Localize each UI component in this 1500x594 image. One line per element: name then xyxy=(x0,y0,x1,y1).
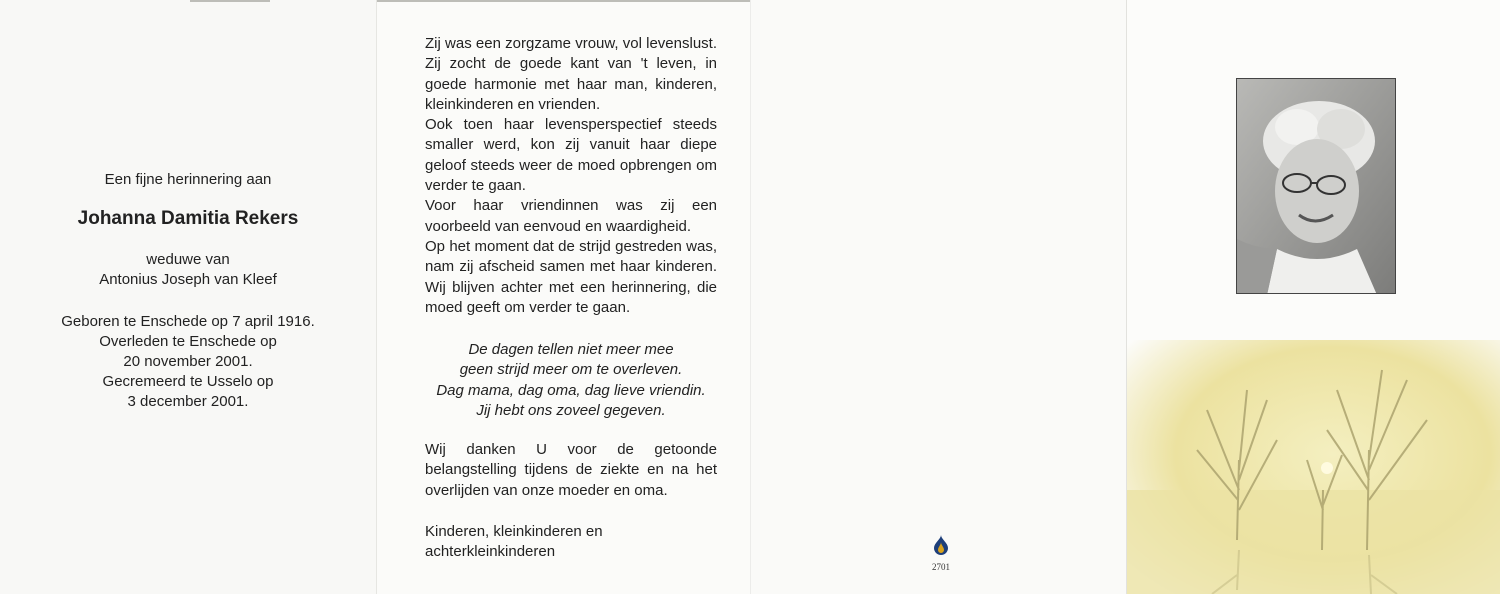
thanks-paragraph: Wij danken U voor de getoonde belangstelling tijdens de ziekte en na het overlijden van onze moeder en oma. xyxy=(425,441,717,499)
fold-edge xyxy=(190,0,270,2)
poem-line: geen strijd meer om te overleven. xyxy=(459,361,683,379)
death-line-1: Overleden te Enschede op xyxy=(99,333,277,350)
card-panel-text xyxy=(376,0,751,594)
deceased-name: Johanna Damitia Rekers xyxy=(77,208,299,229)
poem-line: Jij hebt ons zoveel gegeven. xyxy=(476,401,666,419)
portrait-image xyxy=(1237,79,1396,294)
birth-line: Geboren te Enschede op 7 april 1916. xyxy=(61,313,315,330)
memorial-paragraph-2: Ook toen haar levensperspectief steeds smaller werd, kon zij vanuit haar diepe geloof steeds weer de moed opbrengen om verder te gaan. xyxy=(425,116,717,195)
poem xyxy=(425,340,717,421)
signature-line-1: Kinderen, kleinkinderen en xyxy=(425,523,603,540)
card-panel-left xyxy=(0,0,376,594)
printer-code: 2701 xyxy=(932,562,950,572)
poem-line: De dagen tellen niet meer mee xyxy=(468,341,674,358)
printer-logo-icon xyxy=(929,534,953,558)
signature-line-2: achterkleinkinderen xyxy=(425,543,556,561)
intro-text: Een fijne herinnering aan xyxy=(104,171,272,188)
cremation-line-2: 3 december 2001. xyxy=(127,393,249,410)
fold-edge xyxy=(377,0,751,2)
spouse-name: Antonius Joseph van Kleef xyxy=(99,271,277,288)
card-panel-front xyxy=(1126,0,1500,594)
poem-line: Dag mama, dag oma, dag lieve vriendin. xyxy=(436,381,706,399)
widow-block xyxy=(0,250,376,290)
death-line-2: 20 november 2001. xyxy=(123,353,253,370)
memorial-paragraph-3: Voor haar vriendinnen was zij een voorbeeld van eenvoud en waardigheid. xyxy=(425,197,717,235)
memorial-paragraph-1: Zij was een zorgzame vrouw, vol levenslust. Zij zocht de goede kant van 't leven, in goede harmonie met haar man, kinderen, kleinkinderen en vrienden. xyxy=(425,35,717,113)
memorial-paragraphs xyxy=(425,34,717,318)
signature xyxy=(425,522,717,563)
dates-block xyxy=(0,312,376,412)
cremation-line-1: Gecremeerd te Usselo op xyxy=(102,373,274,390)
card-panel-back xyxy=(750,0,1127,594)
willow-landscape-image xyxy=(1127,340,1500,594)
memorial-paragraph-4: Op het moment dat de strijd gestreden was, nam zij afscheid samen met haar kinderen. Wij blijven achter met een herinnering, die moed geeft om verder te gaan. xyxy=(425,237,717,316)
portrait-photo xyxy=(1236,78,1396,294)
widow-label: weduwe van xyxy=(146,251,230,268)
